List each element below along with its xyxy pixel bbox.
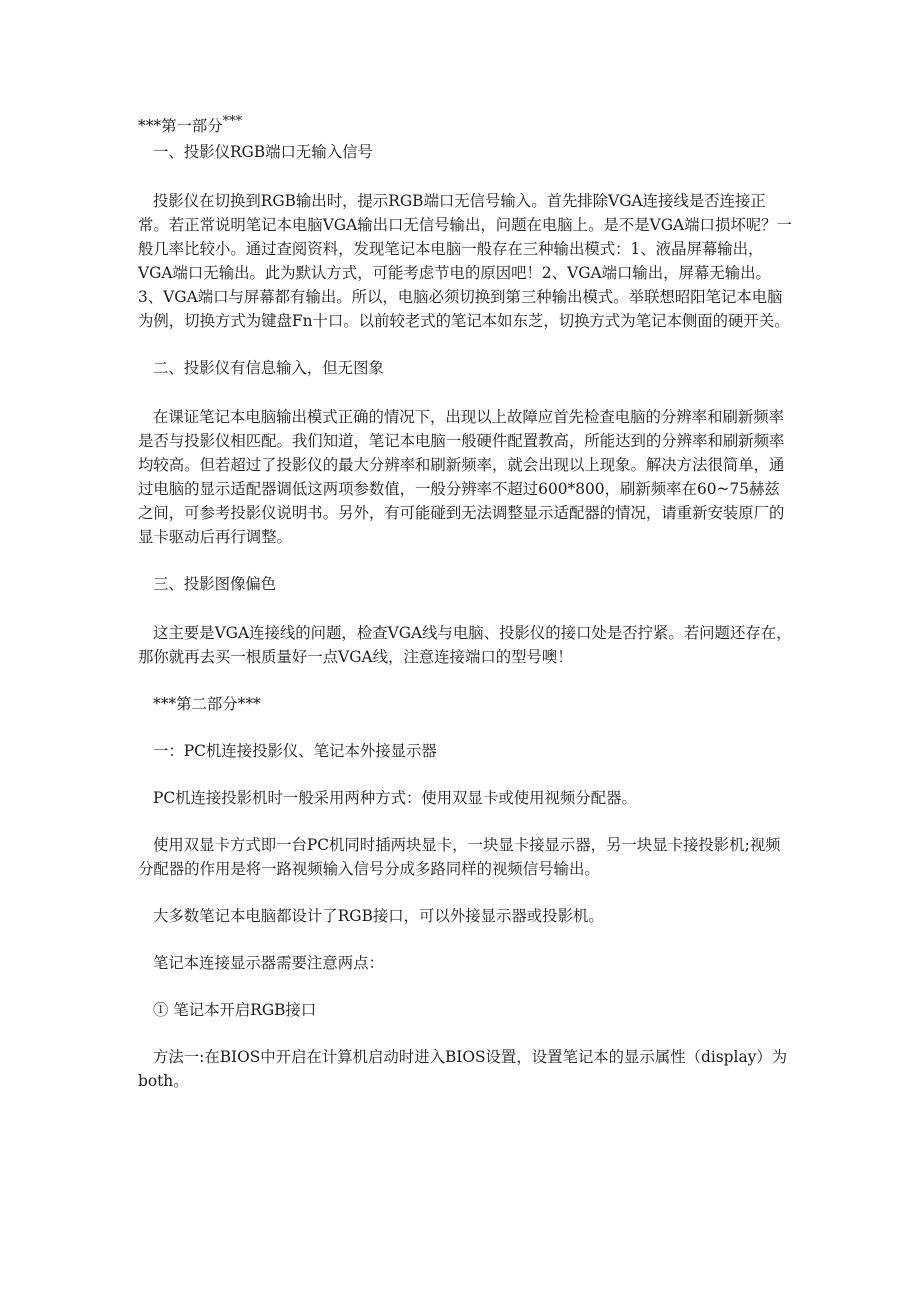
section3-heading: 三、投影图像偏色 [153,575,277,593]
part1-title-text: ***第一部分 [138,117,223,135]
section2-heading: 二、投影仪有信息输入，但无图象 [153,359,384,377]
part2-title: ***第二部分*** [153,695,261,713]
section1-heading: 一、投影仪RGB端口无输入信号 [153,143,373,161]
part2-paragraph-2: 使用双显卡方式即一台PC机同时插两块显卡，一块显卡接显示器，另一块显卡接投影机;视频分配器的作用是将一路视频输入信号分成多路同样的视频信号输出。 [138,836,781,878]
part2-paragraph-4: 笔记本连接显示器需要注意两点： [153,954,384,972]
part2-section1-heading: 一：PC机连接投影仪、笔记本外接显示器 [153,742,437,760]
part1-title-sup: *** [222,114,243,129]
part2-paragraph-6: 方法一:在BIOS中开启在计算机启动时进入BIOS设置，设置笔记本的显示属性（display）为both。 [138,1048,788,1090]
part1-title [138,110,792,136]
part2-paragraph-5: ① 笔记本开启RGB接口 [153,1001,317,1019]
part2-paragraph-1: PC机连接投影机时一般采用两种方式：使用双显卡或使用视频分配器。 [153,789,637,807]
section3-body: 这主要是VGA连接线的问题，检查VGA线与电脑、投影仪的接口处是否拧紧。若问题还存在，那你就再去买一根质量好一点VGA线，注意连接端口的型号噢！ [138,624,792,666]
section2-body: 在课证笔记本电脑输出模式正确的情况下，出现以上故障应首先检查电脑的分辨率和刷新频率是否与投影仪相匹配。我们知道，笔记本电脑一般硬件配置教高，所能达到的分辨率和刷新频率均较高。但若超过了投影仪的最大分辨率和刷新频率，就会出现以上现象。解决方法很简单，通过电脑的显示适配器调低这两项参数值，一般分辨率不超过600*800，刷新频率在60~75赫兹之间，可参考投影仪说明书。另外，有可能碰到无法调整显示适配器的情况，请重新安装原厂的显卡驱动后再行调整。 [138,408,785,546]
part2-paragraph-3: 大多数笔记本电脑都设计了RGB接口，可以外接显示器或投影机。 [153,907,604,925]
section1-body: 投影仪在切换到RGB输出时，提示RGB端口无信号输入。首先排除VGA连接线是否连接正常。若正常说明笔记本电脑VGA输出口无信号输出，问题在电脑上。是不是VGA端口损坏呢？一般几率比较小。通过查阅资料，发现笔记本电脑一般存在三种输出模式：1、液晶屏幕输出，VGA端口无输出。此为默认方式，可能考虑节电的原因吧！2、VGA端口输出，屏幕无输出。3、VGA端口与屏幕都有输出。所以，电脑必须切换到第三种输出模式。举联想昭阳笔记本电脑为例，切换方式为键盘Fn十口。以前较老式的笔记本如东芝，切换方式为笔记本侧面的硬开关。 [138,192,792,330]
